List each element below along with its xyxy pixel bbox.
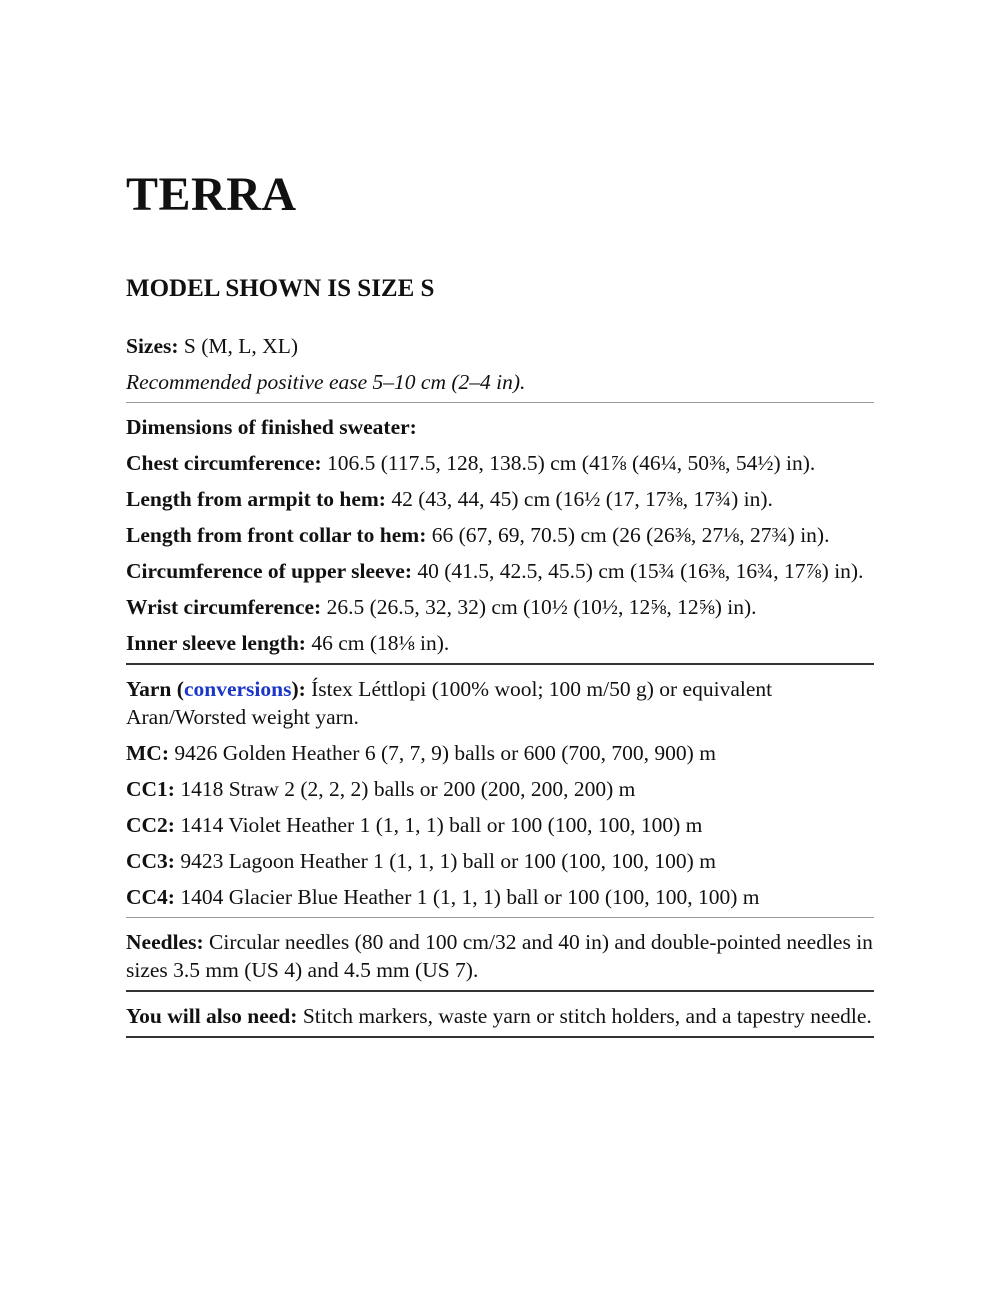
dimension-value: 42 (43, 44, 45) cm (16½ (17, 17⅜, 17¾) in). (385, 487, 773, 511)
notions-line (126, 1002, 874, 1030)
yarn-color-value: 1404 Glacier Blue Heather 1 (1, 1, 1) ball or 100 (100, 100, 100) m (174, 885, 760, 909)
needles-label: Needles: (126, 930, 204, 954)
dimension-item (126, 485, 874, 513)
yarn-color-label: CC2: (126, 813, 175, 837)
yarn-color-item (126, 883, 874, 911)
dimension-value: 46 cm (18⅛ in). (305, 631, 450, 655)
ease-note: Recommended positive ease 5–10 cm (2–4 in). (126, 370, 526, 394)
yarn-color-item (126, 739, 874, 767)
yarn-color-value: 1418 Straw 2 (2, 2, 2) balls or 200 (200, 200, 200) m (174, 777, 636, 801)
yarn-color-item (126, 775, 874, 803)
dimension-label: Circumference of upper sleeve: (126, 559, 412, 583)
yarn-color-item (126, 847, 874, 875)
dimension-item (126, 449, 874, 477)
notions-value: Stitch markers, waste yarn or stitch holders, and a tapestry needle. (297, 1004, 872, 1028)
dimension-item (126, 593, 874, 621)
needles-section (126, 918, 874, 992)
yarn-color-label: MC: (126, 741, 169, 765)
conversions-link[interactable]: conversions (183, 677, 292, 701)
yarn-section (126, 665, 874, 918)
notions-section (126, 992, 874, 1038)
dimension-item (126, 557, 874, 585)
sizes-value: S (M, L, XL) (178, 334, 298, 358)
dimension-value: 66 (67, 69, 70.5) cm (26 (26⅜, 27⅛, 27¾) in). (426, 523, 830, 547)
yarn-color-item (126, 811, 874, 839)
dimension-label: Chest circumference: (126, 451, 322, 475)
yarn-color-value: 9423 Lagoon Heather 1 (1, 1, 1) ball or 100 (100, 100, 100) m (174, 849, 716, 873)
dimension-label: Length from front collar to hem: (126, 523, 427, 547)
dimensions-section (126, 403, 874, 665)
dimensions-heading: Dimensions of finished sweater: (126, 415, 417, 439)
needles-value: Circular needles (80 and 100 cm/32 and 40 in) and double-pointed needles in sizes 3.5 mm (US 4) and 4.5 mm (US 7). (126, 930, 873, 982)
page-subtitle: MODEL SHOWN IS SIZE S (126, 275, 435, 302)
yarn-value: Ístex Léttlopi (100% wool; 100 m/50 g) or equivalent Aran/Worsted weight yarn. (126, 677, 773, 729)
notions-label: You will also need: (126, 1004, 298, 1028)
page-title: TERRA (126, 168, 297, 221)
dimension-value: 26.5 (26.5, 32, 32) cm (10½ (10½, 12⅝, 12⅝) in). (321, 595, 757, 619)
yarn-color-label: CC3: (126, 849, 175, 873)
dimension-label: Inner sleeve length: (126, 631, 306, 655)
dimension-label: Wrist circumference: (126, 595, 322, 619)
dimension-item (126, 629, 874, 657)
dimension-item (126, 521, 874, 549)
yarn-line (126, 675, 874, 731)
sizes-line (126, 332, 874, 360)
yarn-color-label: CC1: (126, 777, 175, 801)
sizes-label: Sizes: (126, 334, 179, 358)
dimension-value: 40 (41.5, 42.5, 45.5) cm (15¾ (16⅜, 16¾, 17⅞) in). (412, 559, 864, 583)
yarn-color-label: CC4: (126, 885, 175, 909)
yarn-label-start: Yarn ( (126, 677, 184, 701)
yarn-color-value: 1414 Violet Heather 1 (1, 1, 1) ball or 100 (100, 100, 100) m (174, 813, 703, 837)
needles-line (126, 928, 874, 984)
yarn-label-end: ): (291, 677, 306, 701)
sizes-section (126, 332, 874, 403)
pattern-details (126, 332, 874, 1038)
dimension-value: 106.5 (117.5, 128, 138.5) cm (41⅞ (46¼, 50⅜, 54½) in). (321, 451, 816, 475)
yarn-color-value: 9426 Golden Heather 6 (7, 7, 9) balls or 600 (700, 700, 900) m (168, 741, 716, 765)
dimension-label: Length from armpit to hem: (126, 487, 386, 511)
